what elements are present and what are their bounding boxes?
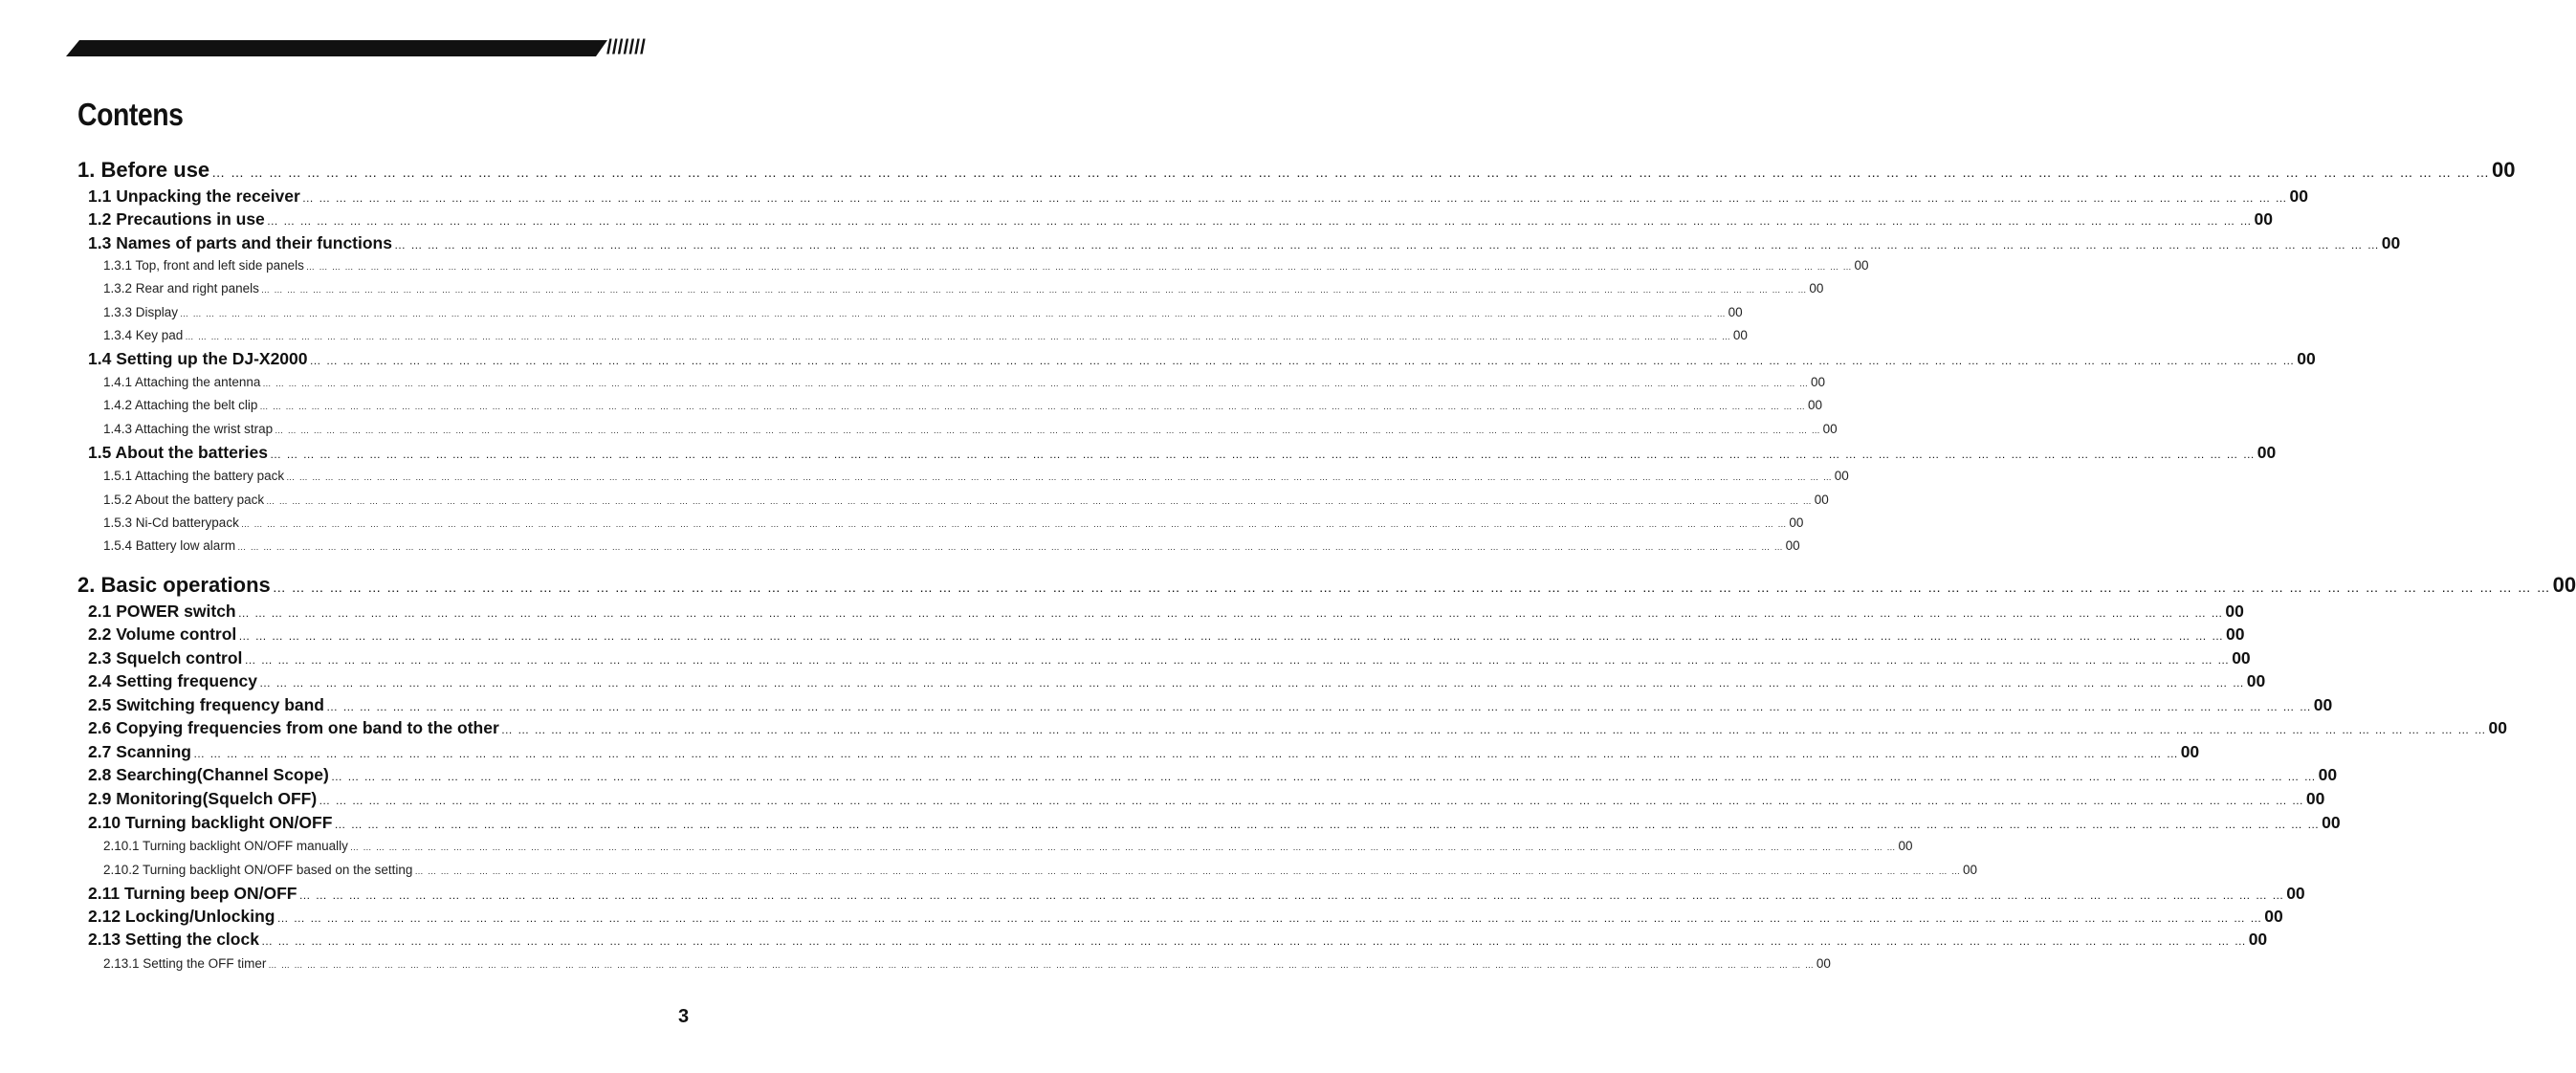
toc-entry[interactable] [88, 884, 2305, 904]
toc-entry-page: 00 [2381, 233, 2401, 252]
toc-entry-page: 00 [1809, 281, 1824, 296]
toc-entry[interactable] [103, 956, 1831, 971]
toc-entry-label: 2.10.1 Turning backlight ON/OFF manually [103, 839, 348, 853]
toc-entry[interactable] [88, 718, 2507, 738]
toc-entry[interactable] [103, 469, 1849, 483]
toc-entry-page: 00 [1732, 328, 1748, 342]
page-title: Contens [77, 97, 184, 132]
toc-leader-dots: … … … … … … … … … … … … … … … … … … … … … … … … … … … … … … … … … … … … … … … … … … … … … … … … … … … … … … … … … … … … … … … … … … … … … … … … … … … … … … … … … … … … … … … … … … … … … … … … … … … … … … … … … … … … … … … … … … … … … … … … [259, 402, 1806, 411]
toc-entry[interactable] [88, 930, 2268, 950]
toc-entry-label: 1.4.3 Attaching the wrist strap [103, 422, 274, 436]
toc-entry-label: 1.4 Setting up the DJ-X2000 [88, 349, 308, 368]
toc-entry-page: 00 [2246, 671, 2266, 690]
toc-entry-label: 1.1 Unpacking the receiver [88, 186, 300, 206]
toc-entry-page: 00 [1816, 956, 1831, 971]
toc-entry-label: 2.1 POWER switch [88, 602, 236, 621]
toc-entry-page: 00 [1854, 258, 1869, 273]
toc-entry[interactable] [103, 328, 1748, 342]
toc-leader-dots: … … … … … … … … … … … … … … … … … … … … … … … … … … … … … … … … … … … … … … … … … … … … … … … … … … … … … … … … … … … … … … … … … … … … … … … … … … … … … … … … … … … … … … … … … … … … … … … … … … … … … … … … … … … … … … … … … … … … … … … … [414, 866, 1961, 876]
toc-leader-dots: … … … … … … … … … … … … … … … … … … … … … … … … … … … … … … … … … … … … … … … … … … … … … … … … … … … … … … … … … … … … … … … … … … … … … … … … … … … … … … … … … … … … … … … … … … … … … … … … … … … … … … … … … … … … … … … … … … … … … … … … [298, 888, 2285, 902]
toc-entry-label: 1.4.2 Attaching the belt clip [103, 398, 258, 412]
toc-entry[interactable] [103, 281, 1824, 296]
toc-entry-page: 00 [1810, 375, 1825, 389]
toc-entry-label: 2.13.1 Setting the OFF timer [103, 956, 267, 971]
toc-leader-dots: … … … … … … … … … … … … … … … … … … … … … … … … … … … … … … … … … … … … … … … … … … … … … … … … … … … … … … … … … … … … … … … … … … … … … … … … … … … … … … … … … … … … … … … … … … … … … … … … … … … … … … … … … … … … … … … … … … … … … … … … [262, 379, 1809, 388]
toc-entry[interactable] [88, 765, 2338, 785]
toc-leader-dots: … … … … … … … … … … … … … … … … … … … … … … … … … … … … … … … … … … … … … … … … … … … … … … … … … … … … … … … … … … … … … … … … … … … … … … … … … … … … … … … … … … … … … … … … … … … … … … … … … … … … … … … … … … … … … … … … … … … … … … … … [260, 934, 2247, 948]
toc-entry[interactable] [77, 158, 2516, 183]
toc-leader-dots: … … … … … … … … … … … … … … … … … … … … … … … … … … … … … … … … … … … … … … … … … … … … … … … … … … … … … … … … … … … … … … … … … … … … … … … … … … … … … … … … … … … … … … … … … … … … … … … … … … … … … … … … … … … … … … … … … … … … … … … … [393, 238, 2380, 252]
toc-entry-label: 2.12 Locking/Unlocking [88, 907, 275, 926]
toc-leader-dots: … … … … … … … … … … … … … … … … … … … … … … … … … … … … … … … … … … … … … … … … … … … … … … … … … … … … … … … … … … … … … … … … … … … … … … … … … … … … … … … … … … … … … … … … … … … … … … … … … … … … … … … … … … … … … … … … … … … … … … … … [185, 332, 1731, 341]
toc-entry[interactable] [88, 789, 2325, 809]
toc-entry-label: 1.5 About the batteries [88, 443, 268, 462]
toc-entry-page: 00 [1898, 839, 1913, 853]
toc-entry[interactable] [103, 839, 1913, 853]
toc-leader-dots: … … … … … … … … … … … … … … … … … … … … … … … … … … … … … … … … … … … … … … … … … … … … … … … … … … … … … … … … … … … … … … … … … … … … … … … … … … … … … … … … … … … … … … … … … … … … … … … … … … … … … … … … … … … … … … … … … … … … … … … … [270, 448, 2256, 461]
toc-entry[interactable] [88, 648, 2251, 668]
toc-leader-dots: … … … … … … … … … … … … … … … … … … … … … … … … … … … … … … … … … … … … … … … … … … … … … … … … … … … … … … … … … … … … … … … … … … … … … … … … … … … … … … … … … … … … … … … … … … … … … … … … … … … … … … … … … … … … … … … … … … … … … … … … [286, 472, 1833, 482]
toc-entry-page: 00 [2264, 907, 2283, 926]
toc-entry[interactable] [103, 422, 1838, 436]
toc-entry[interactable] [103, 863, 1978, 877]
toc-entry-label: 1.5.4 Battery low alarm [103, 538, 236, 553]
toc-entry-label: 2.7 Scanning [88, 742, 191, 761]
header-slashes: /////// [606, 36, 646, 58]
toc-entry-label: 2.5 Switching frequency band [88, 695, 324, 714]
toc-entry[interactable] [88, 671, 2266, 691]
toc-entry[interactable] [88, 233, 2401, 253]
toc-leader-dots: … … … … … … … … … … … … … … … … … … … … … … … … … … … … … … … … … … … … … … … … … … … … … … … … … … … … … … … … … … … … … … … … … … … … … … … … … … … … … … … … … … … … … … … … … … … … … … … … … … … … … … … … … … … … … … … … … … … … … … … … [192, 747, 2179, 760]
toc-entry[interactable] [88, 695, 2333, 715]
toc-entry-page: 00 [1728, 305, 1743, 319]
toc-entry-label: 2.8 Searching(Channel Scope) [88, 765, 329, 784]
toc-entry-label: 2.3 Squelch control [88, 648, 243, 668]
toc-entry-page: 00 [2248, 930, 2268, 949]
toc-entry-page: 00 [2232, 648, 2251, 668]
toc-entry-page: 00 [2297, 349, 2316, 368]
toc-entry[interactable] [103, 493, 1829, 507]
toc-leader-dots: … … … … … … … … … … … … … … … … … … … … … … … … … … … … … … … … … … … … … … … … … … … … … … … … … … … … … … … … … … … … … … … … … … … … … … … … … … … … … … … … … … … … … … … … … … … … … … … … … … … … … … … … … … … … … … … … … … … … … … … … [326, 700, 2312, 713]
toc-entry-label: 2. Basic operations [77, 573, 271, 597]
toc-entry-label: 2.2 Volume control [88, 624, 237, 644]
toc-entry-label: 1.3 Names of parts and their functions [88, 233, 392, 252]
toc-leader-dots: … … … … … … … … … … … … … … … … … … … … … … … … … … … … … … … … … … … … … … … … … … … … … … … … … … … … … … … … … … … … … … … … … … … … … … … … … … … … … … … … … … … … … … … … … … … … … … … … … … … … … … … … … … … … … … … … … … … … … … … … [180, 309, 1727, 318]
toc-leader-dots: … … … … … … … … … … … … … … … … … … … … … … … … … … … … … … … … … … … … … … … … … … … … … … … … … … … … … … … … … … … … … … … … … … … … … … … … … … … … … … … … … … … … … … … … … … … … … … … … … … … … … … … … … … … … … … … … … … … … … … … … [301, 191, 2288, 205]
toc-entry-label: 2.10.2 Turning backlight ON/OFF based on the setting [103, 863, 413, 877]
toc-entry[interactable] [88, 209, 2274, 230]
toc-entry[interactable] [88, 624, 2245, 645]
toc-leader-dots: … … … … … … … … … … … … … … … … … … … … … … … … … … … … … … … … … … … … … … … … … … … … … … … … … … … … … … … … … … … … … … … … … … … … … … … … … … … … … … … … … … … … … … … … … … … … … … … … … … … … … … … … … … … … … … … … … … … … … … … … [309, 354, 2296, 367]
toc-leader-dots: … … … … … … … … … … … … … … … … … … … … … … … … … … … … … … … … … … … … … … … … … … … … … … … … … … … … … … … … … … … … … … … … … … … … … … … … … … … … … … … … … … … … … … … … … … … … … … … … … … … … … … … … … … … … … … … … … … … … … … … … [349, 843, 1897, 852]
toc-entry[interactable] [88, 186, 2308, 207]
toc-leader-dots: … … … … … … … … … … … … … … … … … … … … … … … … … … … … … … … … … … … … … … … … … … … … … … … … … … … … … … … … … … … … … … … … … … … … … … … … … … … … … … … … … … … … … … … … … … … … … … … … … … … … … … … … … … … … … … … … … … … … … … … … [276, 911, 2263, 925]
toc-entry[interactable] [88, 602, 2244, 622]
toc-entry[interactable] [103, 538, 1800, 553]
toc-leader-dots: … … … … … … … … … … … … … … … … … … … … … … … … … … … … … … … … … … … … … … … … … … … … … … … … … … … … … … … … … … … … … … … … … … … … … … … … … … … … … … … … … … … … … … … … … … … … … … … … … … … … … … … … … … … … … … … … … … … … … … … … [237, 542, 1784, 552]
toc-entry-page: 00 [2180, 742, 2200, 761]
toc-entry-page: 00 [1789, 515, 1804, 530]
toc-entry-page: 00 [2286, 884, 2305, 903]
toc-entry-page: 00 [2552, 573, 2576, 597]
toc-entry[interactable] [88, 349, 2316, 369]
toc-entry-label: 2.9 Monitoring(Squelch OFF) [88, 789, 318, 808]
toc-entry[interactable] [103, 258, 1869, 273]
toc-leader-dots: … … … … … … … … … … … … … … … … … … … … … … … … … … … … … … … … … … … … … … … … … … … … … … … … … … … … … … … … … … … … … … … … … … … … … … … … … … … … … … … … … … … … … … … … … … … … … … … … … … … … … … … … … … … … … … … … … … … … … … … … [211, 164, 2491, 180]
toc-entry-page: 00 [1807, 398, 1822, 412]
toc-leader-dots: … … … … … … … … … … … … … … … … … … … … … … … … … … … … … … … … … … … … … … … … … … … … … … … … … … … … … … … … … … … … … … … … … … … … … … … … … … … … … … … … … … … … … … … … … … … … … … … … … … … … … … … … … … … … … … … … … … … … … … … … [244, 653, 2231, 667]
toc-entry-page: 00 [2318, 765, 2338, 784]
toc-entry-page: 00 [2313, 695, 2333, 714]
toc-entry-label: 2.4 Setting frequency [88, 671, 257, 690]
toc-entry-label: 1.3.4 Key pad [103, 328, 184, 342]
header-bar [66, 40, 607, 56]
toc-entry-label: 2.11 Turning beep ON/OFF [88, 884, 297, 903]
toc-entry-page: 00 [2226, 624, 2245, 644]
toc-entry-page: 00 [2225, 602, 2244, 621]
toc-leader-dots: … … … … … … … … … … … … … … … … … … … … … … … … … … … … … … … … … … … … … … … … … … … … … … … … … … … … … … … … … … … … … … … … … … … … … … … … … … … … … … … … … … … … … … … … … … … … … … … … … … … … … … … … … … … … … … … … … … … … … … … … [272, 580, 2551, 595]
toc-leader-dots: … … … … … … … … … … … … … … … … … … … … … … … … … … … … … … … … … … … … … … … … … … … … … … … … … … … … … … … … … … … … … … … … … … … … … … … … … … … … … … … … … … … … … … … … … … … … … … … … … … … … … … … … … … … … … … … … … … … … … … … … [330, 770, 2317, 783]
toc-leader-dots: … … … … … … … … … … … … … … … … … … … … … … … … … … … … … … … … … … … … … … … … … … … … … … … … … … … … … … … … … … … … … … … … … … … … … … … … … … … … … … … … … … … … … … … … … … … … … … … … … … … … … … … … … … … … … … … … … … … … … … … … [260, 285, 1808, 295]
toc-leader-dots: … … … … … … … … … … … … … … … … … … … … … … … … … … … … … … … … … … … … … … … … … … … … … … … … … … … … … … … … … … … … … … … … … … … … … … … … … … … … … … … … … … … … … … … … … … … … … … … … … … … … … … … … … … … … … … … … … … … … … … … … [240, 519, 1788, 529]
toc-entry-page: 00 [1963, 863, 1978, 877]
toc-entry-label: 2.13 Setting the clock [88, 930, 259, 949]
toc-leader-dots: … … … … … … … … … … … … … … … … … … … … … … … … … … … … … … … … … … … … … … … … … … … … … … … … … … … … … … … … … … … … … … … … … … … … … … … … … … … … … … … … … … … … … … … … … … … … … … … … … … … … … … … … … … … … … … … … … … … … … … … … [319, 794, 2304, 807]
toc-entry-label: 1.2 Precautions in use [88, 209, 265, 229]
toc-leader-dots: … … … … … … … … … … … … … … … … … … … … … … … … … … … … … … … … … … … … … … … … … … … … … … … … … … … … … … … … … … … … … … … … … … … … … … … … … … … … … … … … … … … … … … … … … … … … … … … … … … … … … … … … … … … … … … … … … … … … … … … … [305, 262, 1853, 272]
toc-leader-dots: … … … … … … … … … … … … … … … … … … … … … … … … … … … … … … … … … … … … … … … … … … … … … … … … … … … … … … … … … … … … … … … … … … … … … … … … … … … … … … … … … … … … … … … … … … … … … … … … … … … … … … … … … … … … … … … … … … … … … … … … [238, 629, 2225, 643]
toc-entry-page: 00 [2322, 813, 2341, 832]
toc-entry[interactable] [88, 742, 2200, 762]
toc-entry[interactable] [77, 573, 2576, 598]
toc-entry-page: 00 [2289, 186, 2308, 206]
toc-entry-page: 00 [2488, 718, 2507, 737]
toc-leader-dots: … … … … … … … … … … … … … … … … … … … … … … … … … … … … … … … … … … … … … … … … … … … … … … … … … … … … … … … … … … … … … … … … … … … … … … … … … … … … … … … … … … … … … … … … … … … … … … … … … … … … … … … … … … … … … … … … … … … … … … … … [237, 606, 2224, 620]
toc-entry-label: 1.3.2 Rear and right panels [103, 281, 259, 296]
toc-entry-label: 1.3.3 Display [103, 305, 179, 319]
toc-entry-page: 00 [2254, 209, 2274, 229]
toc-leader-dots: … … … … … … … … … … … … … … … … … … … … … … … … … … … … … … … … … … … … … … … … … … … … … … … … … … … … … … … … … … … … … … … … … … … … … … … … … … … … … … … … … … … … … … … … … … … … … … … … … … … … … … … … … … … … … … … … … … … … … … … … [334, 818, 2321, 831]
toc-entry[interactable] [88, 813, 2341, 833]
toc-entry-label: 1.4.1 Attaching the antenna [103, 375, 261, 389]
toc-entry-page: 00 [1822, 422, 1838, 436]
toc-entry-label: 1.5.2 About the battery pack [103, 493, 265, 507]
toc-leader-dots: … … … … … … … … … … … … … … … … … … … … … … … … … … … … … … … … … … … … … … … … … … … … … … … … … … … … … … … … … … … … … … … … … … … … … … … … … … … … … … … … … … … … … … … … … … … … … … … … … … … … … … … … … … … … … … … … … … … … … … … … [275, 426, 1821, 435]
toc-entry-page: 00 [1785, 538, 1800, 553]
toc-entry-label: 1.3.1 Top, front and left side panels [103, 258, 304, 273]
toc-entry[interactable] [88, 443, 2277, 463]
page-number: 3 [678, 1006, 690, 1027]
toc-entry-page: 00 [1834, 469, 1849, 483]
toc-leader-dots: … … … … … … … … … … … … … … … … … … … … … … … … … … … … … … … … … … … … … … … … … … … … … … … … … … … … … … … … … … … … … … … … … … … … … … … … … … … … … … … … … … … … … … … … … … … … … … … … … … … … … … … … … … … … … … … … … … … … … … … … [259, 676, 2245, 690]
toc-leader-dots: … … … … … … … … … … … … … … … … … … … … … … … … … … … … … … … … … … … … … … … … … … … … … … … … … … … … … … … … … … … … … … … … … … … … … … … … … … … … … … … … … … … … … … … … … … … … … … … … … … … … … … … … … … … … … … … … … … … … … … … … [500, 723, 2487, 736]
toc-entry[interactable] [103, 515, 1804, 530]
toc-entry-label: 2.6 Copying frequencies from one band to the other [88, 718, 499, 737]
toc-leader-dots: … … … … … … … … … … … … … … … … … … … … … … … … … … … … … … … … … … … … … … … … … … … … … … … … … … … … … … … … … … … … … … … … … … … … … … … … … … … … … … … … … … … … … … … … … … … … … … … … … … … … … … … … … … … … … … … … … … … … … … … … [266, 496, 1813, 506]
toc-entry[interactable] [103, 398, 1822, 412]
toc-entry[interactable] [103, 305, 1743, 319]
toc-entry-label: 2.10 Turning backlight ON/OFF [88, 813, 333, 832]
toc-entry-label: 1. Before use [77, 158, 210, 182]
toc-entry-page: 00 [2257, 443, 2277, 462]
toc-entry[interactable] [103, 375, 1825, 389]
toc-entry-page: 00 [1814, 493, 1829, 507]
toc-leader-dots: … … … … … … … … … … … … … … … … … … … … … … … … … … … … … … … … … … … … … … … … … … … … … … … … … … … … … … … … … … … … … … … … … … … … … … … … … … … … … … … … … … … … … … … … … … … … … … … … … … … … … … … … … … … … … … … … … … … … … … … … [268, 960, 1815, 970]
toc-entry-page: 00 [2305, 789, 2325, 808]
toc-entry-label: 1.5.3 Ni-Cd batterypack [103, 515, 239, 530]
toc-entry[interactable] [88, 907, 2283, 927]
toc-entry-page: 00 [2492, 158, 2516, 182]
toc-leader-dots: … … … … … … … … … … … … … … … … … … … … … … … … … … … … … … … … … … … … … … … … … … … … … … … … … … … … … … … … … … … … … … … … … … … … … … … … … … … … … … … … … … … … … … … … … … … … … … … … … … … … … … … … … … … … … … … … … … … … … … … … [266, 214, 2253, 228]
toc-entry-label: 1.5.1 Attaching the battery pack [103, 469, 285, 483]
